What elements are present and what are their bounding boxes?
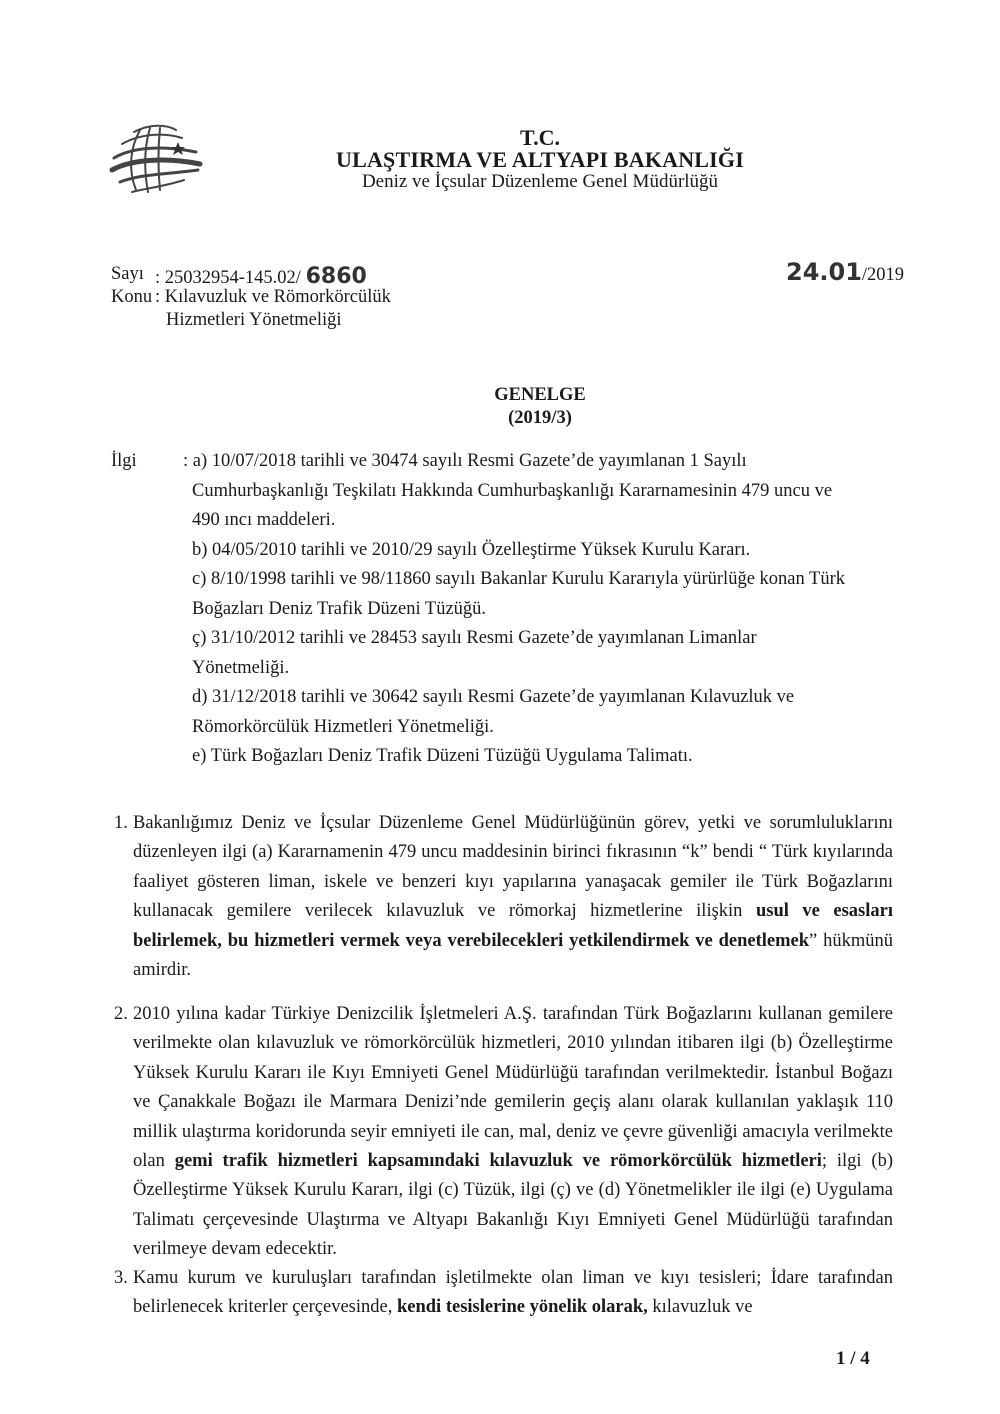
paragraph-number: 1. [114, 813, 128, 833]
document-type-title: GENELGE [494, 385, 586, 405]
document-date [786, 258, 904, 286]
reference-line: 490 ıncı maddeleri. [192, 510, 336, 530]
ilgi-references [183, 447, 863, 772]
reference-line: e) Türk Boğazları Deniz Trafik Düzeni Tüzüğü Uygulama Talimatı. [192, 746, 693, 766]
page-number: 1 / 4 [836, 1348, 870, 1369]
paragraph-text: Kamu kurum ve kuruluşları tarafından işletilmekte olan liman ve kıyı tesisleri; İdare tarafından belirlenecek kriterler çerçevesinde, [133, 1268, 893, 1318]
reference-line: d) 31/12/2018 tarihli ve 30642 sayılı Resmi Gazete’de yayımlanan Kılavuzluk ve [192, 687, 795, 707]
paragraph-1 [133, 809, 893, 985]
paragraph-3 [133, 1264, 893, 1323]
konu-line-1: : Kılavuzluk ve Römorkörcülük [155, 287, 391, 307]
directorate-name: Deniz ve İçsular Düzenleme Genel Müdürlüğü [361, 171, 719, 192]
reference-line: b) 04/05/2010 tarihli ve 2010/29 sayılı Özelleştirme Yüksek Kurulu Kararı. [192, 539, 751, 560]
paragraph-number: 2. [114, 1004, 128, 1024]
paragraph-bold-text: usul ve esasları belirlemek, bu hizmetleri vermek veya verebilecekleri yetkilendirmek ve denetlemek [133, 901, 893, 951]
reference-line: Yönetmeliği. [192, 657, 290, 678]
sayi-value [155, 264, 367, 289]
republic-heading: T.C. [520, 125, 560, 150]
ilgi-label: İlgi [111, 451, 137, 471]
paragraph-bold-text: gemi trafik hizmetleri kapsamındaki kılavuzluk ve römorkörcülük hizmetleri [174, 1151, 822, 1172]
circular-number: (2019/3) [508, 408, 572, 428]
sayi-handwritten-number: 6860 [305, 264, 367, 289]
paragraph-text: kılavuzluk ve [647, 1297, 753, 1318]
reference-line: : a) 10/07/2018 tarihli ve 30474 sayılı Resmi Gazete’de yayımlanan 1 Sayılı [183, 451, 747, 471]
konu-label: Konu [111, 287, 153, 307]
paragraph-text: Bakanlığımız Deniz ve İçsular Düzenleme Genel Müdürlüğünün görev, yetki ve sorumluluklarını düzenleyen ilgi (a) Kararnamenin 479 uncu maddesinin birinci fıkrasının “k” bendi “ Türk kıyılarında faaliyet gösteren liman, iskele ve benzeri kıyı yapılarına yanaşacak gemiler ile Türk Boğazlarını kullanacak gemilere verilecek kılavuzluk ve römorkaj hizmetlerine ilişkin [133, 813, 893, 922]
paragraph-2 [133, 1000, 893, 1265]
paragraph-number: 3. [114, 1268, 128, 1288]
reference-line: c) 8/10/1998 tarihli ve 98/11860 sayılı Bakanlar Kurulu Kararıyla yürürlüğe konan Türk [192, 569, 845, 589]
ministry-globe-logo-icon [104, 118, 204, 198]
reference-line: ç) 31/10/2012 tarihli ve 28453 sayılı Resmi Gazete’de yayımlanan Limanlar [192, 628, 757, 648]
paragraph-text: ; ilgi (b) Özelleştirme Yüksek Kurulu Kararı, ilgi (c) Tüzük, ilgi (ç) ve (d) Yönetmelikler ile ilgi (e) Uygulama Talimatı çerçevesinde Ulaştırma ve Altyapı Bakanlığı Kıyı Emniyeti Genel Müdürlüğü tarafından verilmeye devam edecektir. [133, 1151, 893, 1260]
date-year: /2019 [861, 265, 905, 285]
konu-line-2: Hizmetleri Yönetmeliği [166, 310, 342, 330]
date-handwritten: 24.01 [786, 258, 862, 286]
paragraph-text: 2010 yılına kadar Türkiye Denizcilik İşletmeleri A.Ş. tarafından Türk Boğazlarını kullanan gemilere verilmekte olan kılavuzluk ve römorkörcülük hizmetleri, 2010 yılından itibaren ilgi (b) Özelleştirme Yüksek Kurulu Kararı ile Kıyı Emniyeti Genel Müdürlüğü tarafından verilmektedir. İstanbul Boğazı ve Çanakkale Boğazı ile Marmara Denizi’nde gemilerin geçiş alanı olarak kullanılan yaklaşık 110 millik ulaştırma koridorunda seyir emniyeti ile can, mal, deniz ve çevre güvenliği amacıyla verilmekte olan [133, 1004, 893, 1172]
paragraph-bold-text: kendi tesislerine yönelik olarak, [396, 1297, 648, 1318]
sayi-label: Sayı [111, 264, 144, 284]
sayi-number: : 25032954-145.02/ [155, 268, 301, 288]
ministry-name: ULAŞTIRMA VE ALTYAPI BAKANLIĞI [335, 147, 745, 172]
reference-line: Römorkörcülük Hizmetleri Yönetmeliği. [192, 716, 494, 737]
paragraph-text: ” hükmünü amirdir. [133, 930, 893, 981]
reference-line: Cumhurbaşkanlığı Teşkilatı Hakkında Cumhurbaşkanlığı Kararnamesinin 479 uncu ve [192, 480, 833, 501]
reference-line: Boğazları Deniz Trafik Düzeni Tüzüğü. [192, 598, 487, 619]
